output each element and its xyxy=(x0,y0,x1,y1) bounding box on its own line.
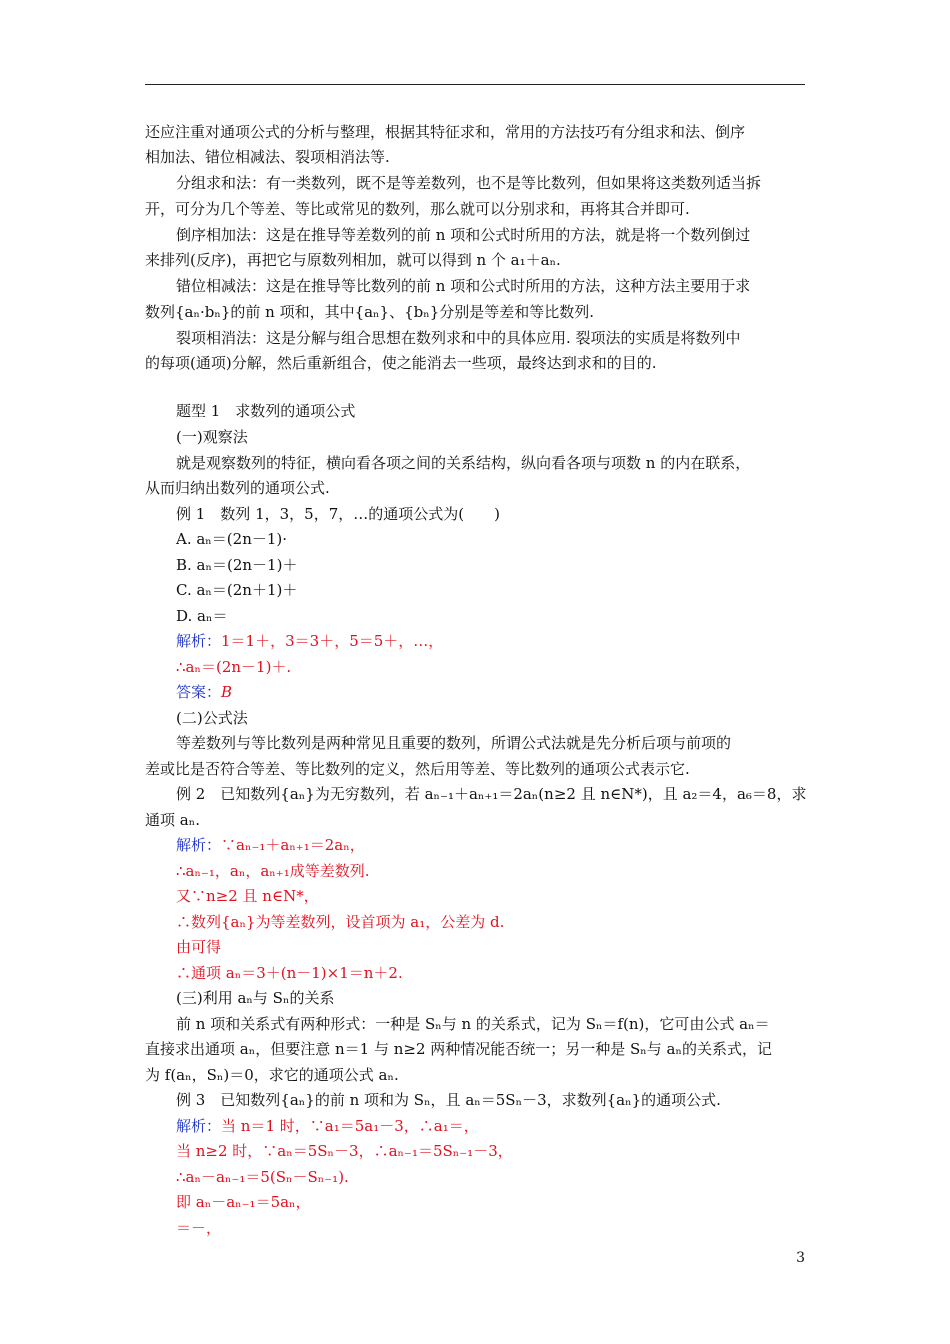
intro-line: 还应注重对通项公式的分析与整理，根据其特征求和，常用的方法技巧有分组求和法、倒序 xyxy=(145,123,746,141)
intro-line: 来排列(反序)，再把它与原数列相加，就可以得到 n 个 a₁＋aₙ. xyxy=(145,251,561,269)
part3-desc: 为 f(aₙ，Sₙ)＝0，求它的通项公式 aₙ. xyxy=(145,1066,399,1084)
analysis-text: 当 n＝1 时，∵a₁＝5a₁－3，∴a₁＝， xyxy=(221,1117,479,1135)
intro-line: 相加法、错位相减法、裂项相消法等. xyxy=(145,148,390,166)
intro-line: 倒序相加法：这是在推导等差数列的前 n 项和公式时所用的方法，就是将一个数列倒过 xyxy=(176,226,751,244)
analysis-label: 解析： xyxy=(176,632,222,650)
example-1: 例 1 数列 1，3，5，7，…的通项公式为( ) xyxy=(176,505,500,523)
analysis-step: ∴aₙ－aₙ₋₁＝5(Sₙ－Sₙ₋₁). xyxy=(176,1168,349,1186)
analysis-3 xyxy=(176,1116,479,1136)
answer-label: 答案： xyxy=(176,683,222,701)
intro-line: 的每项(通项)分解，然后重新组合，使之能消去一些项，最终达到求和的目的. xyxy=(145,354,657,372)
part3-heading: (三)利用 aₙ与 Sₙ的关系 xyxy=(176,989,335,1007)
analysis-text: ∵aₙ₋₁＋aₙ₊₁＝2aₙ， xyxy=(221,836,365,854)
part1-desc: 从而归纳出数列的通项公式. xyxy=(145,479,330,497)
analysis-label: 解析： xyxy=(176,1117,222,1135)
part2-desc: 差或比是否符合等差、等比数列的定义，然后用等差、等比数列的通项公式表示它. xyxy=(145,760,690,778)
intro-line: 开，可分为几个等差、等比或常见的数列，那么就可以分别求和，再将其合并即可. xyxy=(145,200,690,218)
option-b: B. aₙ＝(2n－1)＋ xyxy=(176,556,298,574)
page-number: 3 xyxy=(796,1250,805,1266)
option-c: C. aₙ＝(2n＋1)＋ xyxy=(176,581,298,599)
analysis-1-therefore: ∴aₙ＝(2n－1)＋. xyxy=(176,658,292,676)
analysis-step: 当 n≥2 时，∵aₙ＝5Sₙ－3，∴aₙ₋₁＝5Sₙ₋₁－3， xyxy=(176,1142,513,1160)
analysis-text: 1＝1＋，3＝3＋，5＝5＋，…， xyxy=(221,632,444,650)
part3-desc: 前 n 项和关系式有两种形式：一种是 Sₙ与 n 的关系式，记为 Sₙ＝f(n)，它可由公式 aₙ＝ xyxy=(176,1015,770,1033)
part2-desc: 等差数列与等比数列是两种常见且重要的数列，所谓公式法就是先分析后项与前项的 xyxy=(176,734,732,752)
intro-line: 裂项相消法：这是分解与组合思想在数列求和中的具体应用. 裂项法的实质是将数列中 xyxy=(176,329,741,347)
option-a: A. aₙ＝(2n－1)· xyxy=(176,530,288,548)
answer-value: B xyxy=(221,683,233,701)
header-rule xyxy=(145,84,805,85)
analysis-label: 解析： xyxy=(176,836,222,854)
example-2-cont: 通项 aₙ. xyxy=(145,811,200,829)
section-title: 题型 1 求数列的通项公式 xyxy=(176,402,356,420)
part2-heading: (二)公式法 xyxy=(176,709,248,727)
part3-desc: 直接求出通项 aₙ，但要注意 n＝1 与 n≥2 两种情况能否统一；另一种是 Sₙ与 aₙ的关系式，记 xyxy=(145,1040,772,1058)
analysis-step: ＝－， xyxy=(176,1219,222,1237)
analysis-step: 又∵n≥2 且 n∈N*， xyxy=(176,887,319,905)
analysis-step: 即 aₙ－aₙ₋₁＝5aₙ， xyxy=(176,1193,311,1211)
example-2: 例 2 已知数列{aₙ}为无穷数列，若 aₙ₋₁＋aₙ₊₁＝2aₙ(n≥2 且 n∈N*)，且 a₂＝4，a₆＝8，求 xyxy=(176,785,807,803)
analysis-step: ∴通项 aₙ＝3＋(n－1)×1＝n＋2. xyxy=(176,964,403,982)
analysis-step: ∴数列{aₙ}为等差数列，设首项为 a₁，公差为 d. xyxy=(176,913,505,931)
part1-heading: (一)观察法 xyxy=(176,428,248,446)
example-3: 例 3 已知数列{aₙ}的前 n 项和为 Sₙ，且 aₙ＝5Sₙ－3，求数列{aₙ}的通项公式. xyxy=(176,1091,721,1109)
option-d: D. aₙ＝ xyxy=(176,607,228,625)
intro-line: 错位相减法：这是在推导等比数列的前 n 项和公式时所用的方法，这种方法主要用于求 xyxy=(176,277,751,295)
analysis-step: ∴aₙ₋₁，aₙ，aₙ₊₁成等差数列. xyxy=(176,862,370,880)
intro-line: 分组求和法：有一类数列，既不是等差数列，也不是等比数列，但如果将这类数列适当拆 xyxy=(176,174,762,192)
answer-1 xyxy=(176,682,232,702)
analysis-step: 由可得 xyxy=(176,938,222,956)
analysis-1 xyxy=(176,631,443,651)
analysis-2 xyxy=(176,835,365,855)
part1-desc: 就是观察数列的特征，横向看各项之间的关系结构，纵向看各项与项数 n 的内在联系， xyxy=(176,454,751,472)
intro-line: 数列{aₙ·bₙ}的前 n 项和，其中{aₙ}、{bₙ}分别是等差和等比数列. xyxy=(145,303,595,321)
